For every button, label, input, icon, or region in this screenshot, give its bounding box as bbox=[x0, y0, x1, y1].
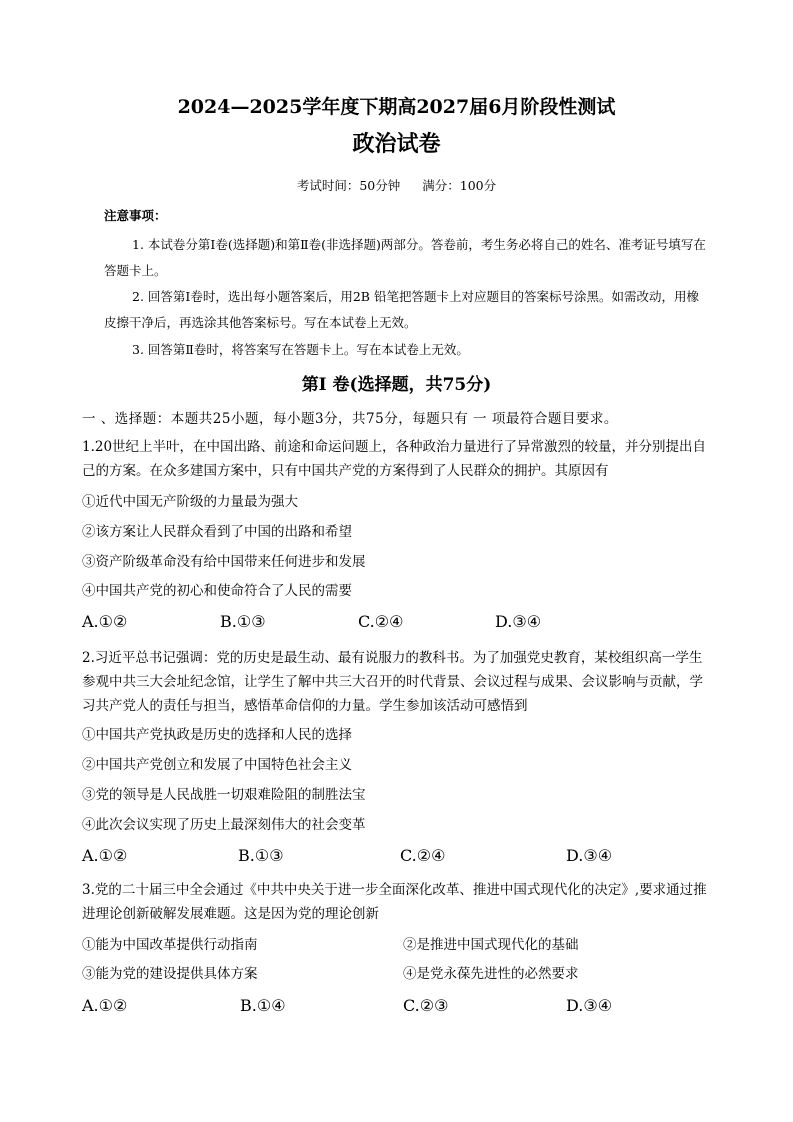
question-3-statement: ④是党永葆先进性的必然要求 bbox=[403, 966, 579, 982]
exam-time: 考试时间：50分钟 bbox=[296, 178, 401, 193]
question-2-statement: ④此次会议实现了历史上最深刻伟大的社会变革 bbox=[82, 817, 366, 833]
note-text: 2. 回答第Ⅰ卷时，选出每小题答案后，用2B 铅笔把答题卡上对应题目的答案标号涂黑。如需改动，用橡皮擦干净后，再选涂其他答案标号。写在本试卷上无效。 bbox=[104, 289, 699, 330]
question-2-statement: ③党的领导是人民战胜一切艰难险阻的制胜法宝 bbox=[82, 787, 366, 803]
question-2-choice-c: C.②④ bbox=[400, 846, 446, 865]
question-1-choice-a: A.①② bbox=[82, 612, 128, 631]
note-item bbox=[104, 337, 709, 363]
question-3-statement: ②是推进中国式现代化的基础 bbox=[403, 937, 579, 953]
exam-title: 2024—2025学年度下期高2027届6月阶段性测试 bbox=[177, 96, 616, 118]
question-1-statement: ①近代中国无产阶级的力量最为强大 bbox=[82, 494, 298, 510]
question-2-choice-a: A.①② bbox=[82, 846, 128, 865]
section-title: 第Ⅰ 卷(选择题，共75分) bbox=[301, 375, 492, 395]
question-3-choice-d: D.③④ bbox=[566, 996, 613, 1015]
exam-info bbox=[0, 176, 793, 194]
question-1-choice-b: B.①③ bbox=[220, 612, 266, 631]
question-3-choice-b: B.①④ bbox=[240, 996, 286, 1015]
question-3-choice-c: C.②③ bbox=[403, 996, 449, 1015]
question-2-choice-b: B.①③ bbox=[238, 846, 284, 865]
notes-heading: 注意事项： bbox=[104, 208, 167, 223]
question-1-choice-c: C.②④ bbox=[358, 612, 404, 631]
question-1-choice-d: D.③④ bbox=[495, 612, 542, 631]
note-item bbox=[104, 232, 709, 284]
question-2-stem: 2.习近平总书记强调：党的历史是最生动、最有说服力的教科书。为了加强党史教育，某校组织高一学生参观中共三大会址纪念馆，让学生了解中共三大召开的时代背景、会议过程与成果、会议影响与贡献，学习共产党人的责任与担当，感悟革命信仰的力量。学生参加该活动可感悟到 bbox=[82, 650, 703, 714]
question-2-statement: ②中国共产党创立和发展了中国特色社会主义 bbox=[82, 757, 352, 773]
question-2-statement: ①中国共产党执政是历史的选择和人民的选择 bbox=[82, 727, 352, 743]
subject-title: 政治试卷 bbox=[352, 131, 441, 157]
question-1-statement: ③资产阶级革命没有给中国带来任何进步和发展 bbox=[82, 554, 366, 570]
note-text: 1. 本试卷分第Ⅰ卷(选择题)和第Ⅱ卷(非选择题)两部分。答卷前，考生务必将自己的姓名、准考证号填写在答题卡上。 bbox=[104, 237, 706, 278]
note-item bbox=[104, 284, 709, 336]
full-score: 满分：100分 bbox=[422, 178, 497, 193]
question-3-stem: 3.党的二十届三中全会通过《中共中央关于进一步全面深化改革、推进中国式现代化的决定》,要求通过推进理论创新破解发展难题。这是因为党的理论创新 bbox=[82, 882, 707, 922]
question-1-statement: ④中国共产党的初心和使命符合了人民的需要 bbox=[82, 583, 352, 599]
section-intro: 一 、选择题：本题共25小题，每小题3分，共75分，每题只有 一 项最符合题目要求。 bbox=[82, 411, 618, 427]
question-2-choice-d: D.③④ bbox=[566, 846, 613, 865]
question-1-statement: ②该方案让人民群众看到了中国的出路和希望 bbox=[82, 524, 352, 540]
question-3-choice-a: A.①② bbox=[82, 996, 128, 1015]
question-1-stem: 1.20世纪上半叶，在中国出路、前途和命运问题上，各种政治力量进行了异常激烈的较量，并分别提出自己的方案。在众多建国方案中，只有中国共产党的方案得到了人民群众的拥护。其原因有 bbox=[82, 439, 707, 479]
question-3-statement: ①能为中国改革提供行动指南 bbox=[82, 937, 258, 953]
note-text: 3. 回答第Ⅱ卷时，将答案写在答题卡上。写在本试卷上无效。 bbox=[132, 342, 469, 357]
question-3-statement: ③能为党的建设提供具体方案 bbox=[82, 966, 258, 982]
